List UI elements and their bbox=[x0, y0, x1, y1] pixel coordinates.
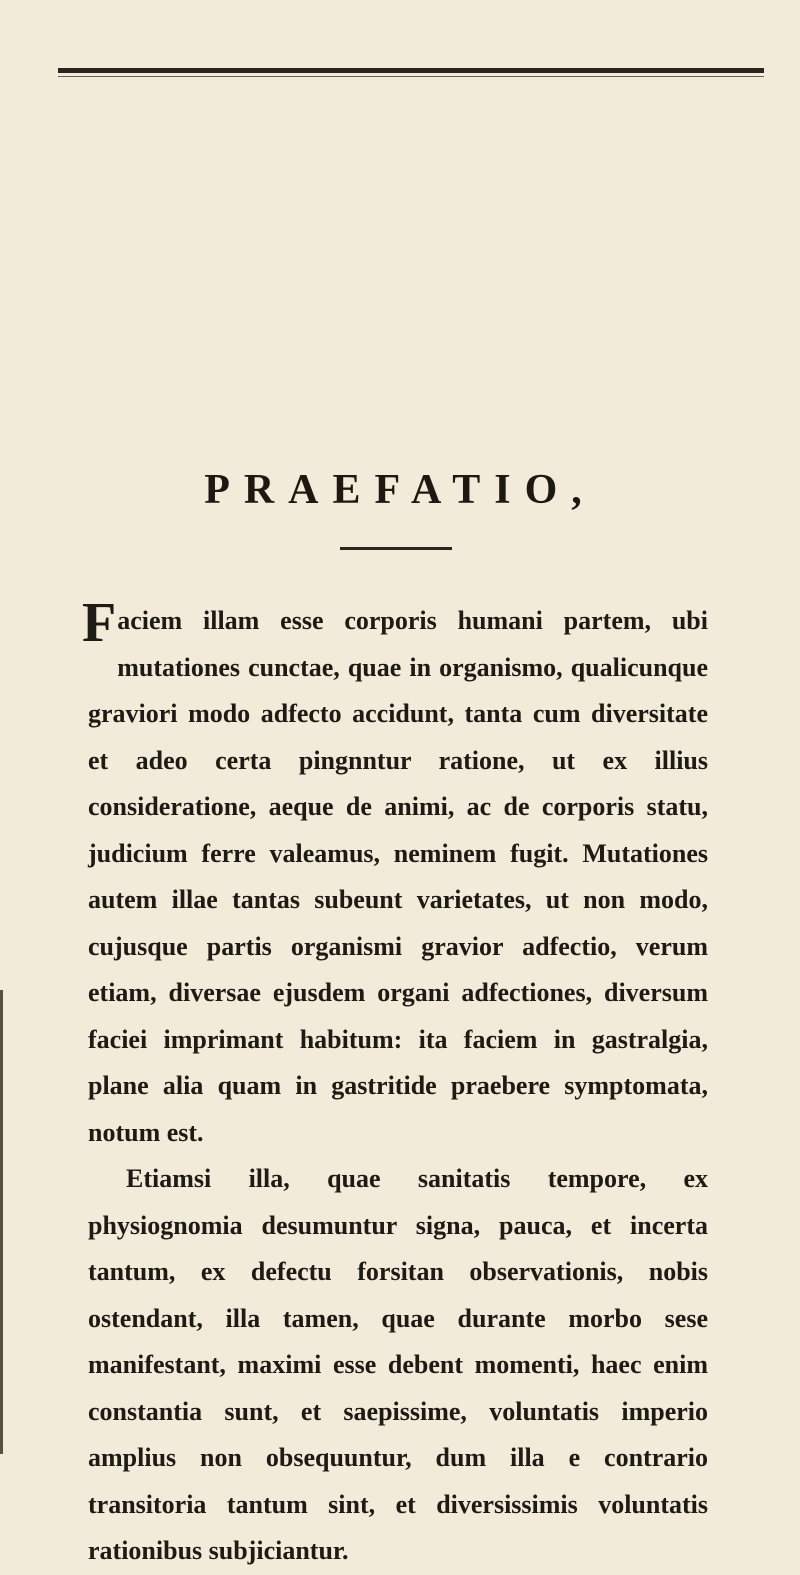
top-border-rule-thin bbox=[58, 76, 764, 77]
paragraph-2 bbox=[88, 1156, 708, 1575]
title-underline bbox=[340, 547, 452, 550]
body-text bbox=[82, 592, 708, 1575]
page-edge-shadow bbox=[0, 990, 3, 1454]
paragraph-2-text: Etiamsi illa, quae sanitatis tempore, ex physiognomia desumuntur signa, pauca, et incerta tantum, ex defectu forsitan observationis, nobis ostendant, illa tamen, quae durante morbo sese manifestant, maximi esse debent momenti, haec enim constantia sunt, et saepissime, voluntatis imperio amplius non obsequuntur, dum illa e contrario transitoria tantum sint, et diversissimis voluntatis rationibus subjiciantur. bbox=[88, 1164, 708, 1565]
top-border-rule bbox=[58, 68, 764, 73]
drop-cap: F bbox=[82, 592, 117, 654]
section-title: PRAEFATIO, bbox=[204, 467, 596, 513]
paragraph-1-text: aciem illam esse corporis humani partem, ubi mutationes cunctae, quae in organismo, qualicunque graviori modo adfecto accidunt, tanta cum diversitate et adeo certa pingnntur ratione, ut ex illius consideratione, aeque de animi, ac de corporis statu, judicium ferre valeamus, neminem fugit. Mutationes autem illae tantas subeunt varietates, ut non modo, cujusque partis organismi gravior adfectio, verum etiam, diversae ejusdem organi adfectiones, diversum faciei imprimant habitum: ita faciem in gastralgia, plane alia quam in gastritide praebere symptomata, notum est. bbox=[88, 606, 708, 1147]
paragraph-1 bbox=[82, 592, 708, 1156]
